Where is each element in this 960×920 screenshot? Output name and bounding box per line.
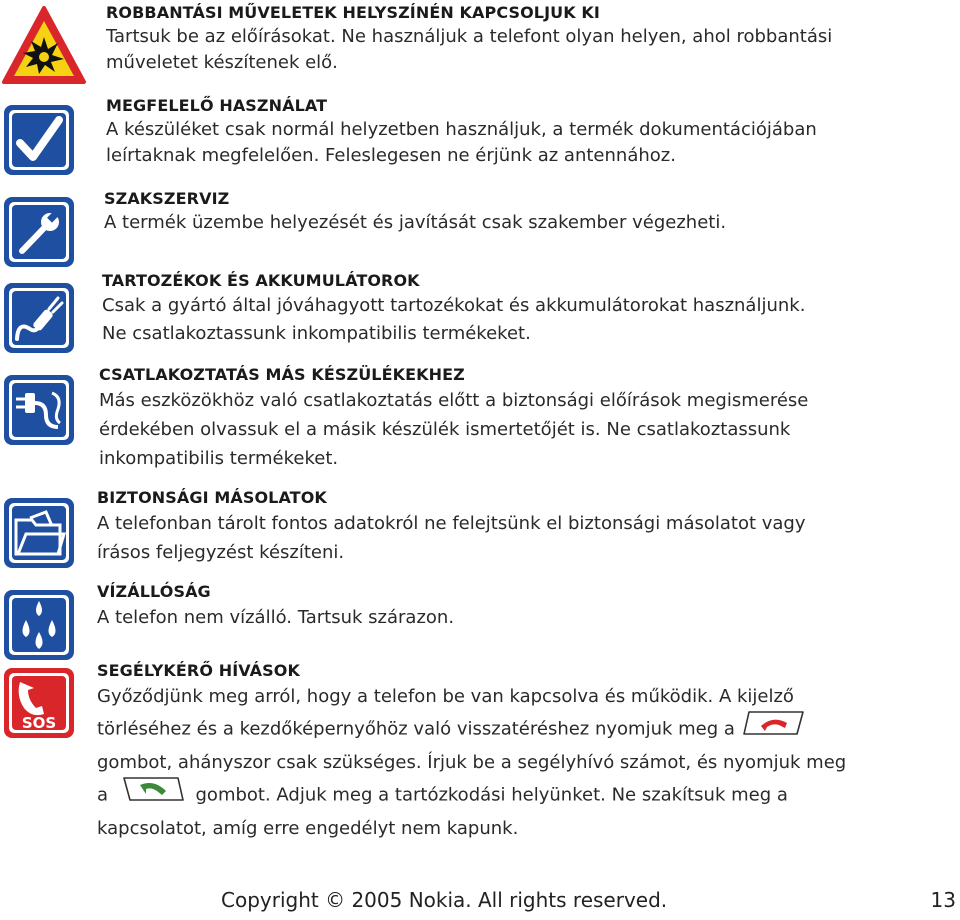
section-explosion xyxy=(106,3,832,76)
section-accessories xyxy=(102,271,805,348)
section-emergency xyxy=(97,661,846,843)
body-line: Győződjünk meg arról, hogy a telefon be van kapcsolva és működik. A kijelző xyxy=(97,686,794,707)
body-line xyxy=(97,777,846,814)
section-body xyxy=(106,117,817,169)
body-line: inkompatibilis termékeket. xyxy=(99,448,339,469)
sos-phone-icon xyxy=(2,666,76,740)
explosion-warning-icon xyxy=(1,5,87,85)
section-body xyxy=(104,210,726,236)
section-title: BIZTONSÁGI MÁSOLATOK xyxy=(97,488,327,507)
section-body xyxy=(97,603,454,632)
copyright-text: Copyright © 2005 Nokia. All rights reserved. xyxy=(221,888,668,912)
page-number: 13 xyxy=(930,888,956,912)
body-line: kapcsolatot, amíg erre engedélyt nem kapunk. xyxy=(97,818,519,839)
body-line: leírtaknak megfelelően. Feleslegesen ne érjünk az antennához. xyxy=(106,145,676,166)
section-service xyxy=(104,189,726,236)
section-connecting xyxy=(99,365,808,473)
body-line: Tartsuk be az előírásokat. Ne használjuk a telefont olyan helyen, ahol robbantási xyxy=(106,26,833,47)
body-text: törléséhez és a kezdőképernyőhöz való visszatéréshez nyomjuk meg a xyxy=(97,718,735,740)
body-line: műveletet készítenek elő. xyxy=(106,52,338,73)
section-body xyxy=(99,386,808,473)
section-title: CSATLAKOZTATÁS MÁS KÉSZÜLÉKEKHEZ xyxy=(99,365,465,384)
section-title: SZAKSZERVIZ xyxy=(104,189,230,208)
connection-plug-icon xyxy=(2,373,76,447)
water-drops-icon xyxy=(2,588,76,662)
section-body xyxy=(106,24,832,76)
section-title: SEGÉLYKÉRŐ HÍVÁSOK xyxy=(97,661,300,680)
end-key-icon xyxy=(741,709,807,746)
checkmark-icon xyxy=(2,103,76,177)
section-backup xyxy=(97,488,806,567)
section-body xyxy=(102,292,805,348)
section-title: MEGFELELŐ HASZNÁLAT xyxy=(106,96,328,115)
page-footer xyxy=(0,888,960,918)
backup-folder-icon xyxy=(2,496,76,570)
section-body xyxy=(97,682,846,843)
body-text: a xyxy=(97,784,109,806)
section-title: TARTOZÉKOK ÉS AKKUMULÁTOROK xyxy=(102,271,420,290)
call-key-icon xyxy=(120,775,186,812)
accessory-cable-icon xyxy=(2,281,76,355)
body-line xyxy=(97,711,846,748)
body-line: érdekében olvassuk el a másik készülék ismertetőjét is. Ne csatlakoztassunk xyxy=(99,419,791,440)
section-proper-use xyxy=(106,96,817,169)
section-title: ROBBANTÁSI MŰVELETEK HELYSZÍNÉN KAPCSOLJUK KI xyxy=(106,3,600,22)
sos-label: SOS xyxy=(21,714,57,732)
body-line: írásos feljegyzést készíteni. xyxy=(97,542,345,563)
body-line: A telefonban tárolt fontos adatokról ne felejtsünk el biztonsági másolatot vagy xyxy=(97,513,806,534)
wrench-icon xyxy=(2,195,76,269)
body-line: A telefon nem vízálló. Tartsuk szárazon. xyxy=(97,607,455,628)
section-body xyxy=(97,509,806,567)
body-line: A termék üzembe helyezését és javítását csak szakember végezheti. xyxy=(104,212,727,233)
body-line: gombot, ahányszor csak szükséges. Írjuk be a segélyhívó számot, és nyomjuk meg xyxy=(97,752,847,773)
body-text: gombot. Adjuk meg a tartózkodási helyünket. Ne szakítsuk meg a xyxy=(195,784,788,806)
body-line: Ne csatlakoztassunk inkompatibilis termékeket. xyxy=(102,323,531,344)
body-line: A készüléket csak normál helyzetben használjuk, a termék dokumentációjában xyxy=(106,119,817,140)
body-line: Más eszközökhöz való csatlakoztatás előtt a biztonsági előírások megismerése xyxy=(99,390,809,411)
section-title: VÍZÁLLÓSÁG xyxy=(97,582,211,601)
body-line: Csak a gyártó által jóváhagyott tartozékokat és akkumulátorokat használjunk. xyxy=(102,295,806,316)
section-water xyxy=(97,582,454,632)
